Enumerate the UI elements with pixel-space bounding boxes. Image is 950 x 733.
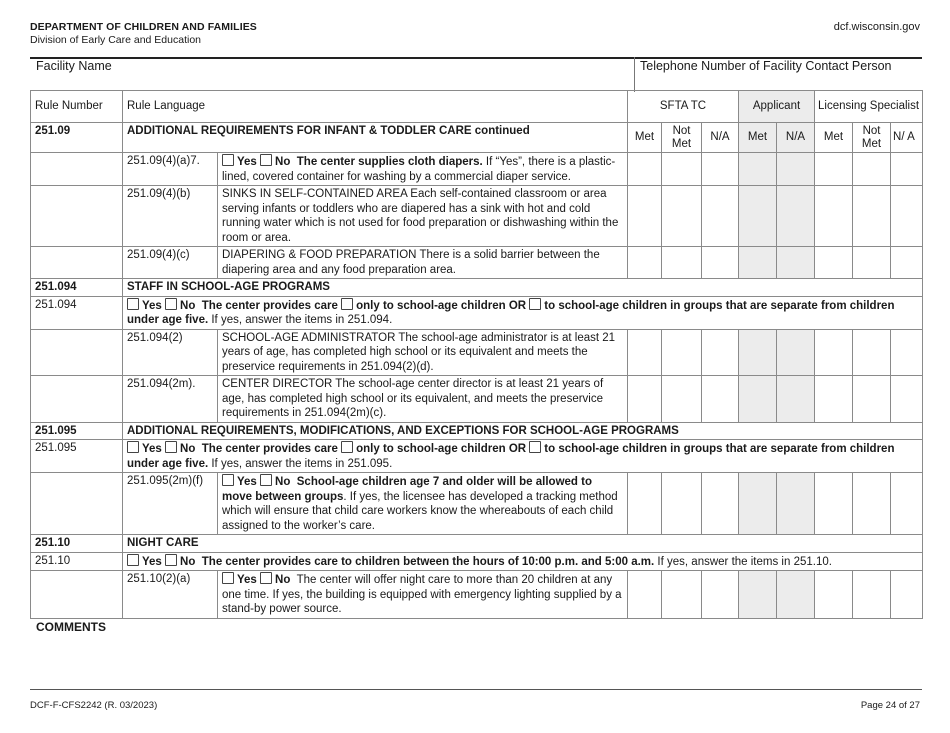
sfta-not-met-cell[interactable] xyxy=(662,571,702,619)
section-row-251-09 xyxy=(31,123,923,153)
rule-number: 251.09(4)(a)7. xyxy=(123,153,218,186)
page-header xyxy=(30,21,257,46)
col-rule-number: Rule Number xyxy=(31,91,123,123)
question-text: Yes No The center provides care only to school-age children OR to school-age children in groups that are separate from children under age five. If yes, answer the items in 251.094. xyxy=(123,296,923,329)
sfta-na-cell[interactable] xyxy=(702,473,739,535)
sfta-na-cell[interactable] xyxy=(702,329,739,376)
sfta-not-met-cell[interactable] xyxy=(662,376,702,423)
separate-groups-checkbox[interactable] xyxy=(529,441,541,453)
ls-not-met-cell[interactable] xyxy=(853,329,891,376)
ls-na-cell[interactable] xyxy=(891,376,923,423)
col-applicant: Applicant xyxy=(739,91,815,123)
section-row-251-095 xyxy=(31,422,923,440)
rule-row xyxy=(31,473,923,535)
section-row-251-10 xyxy=(31,535,923,553)
met-header: Met xyxy=(739,123,777,153)
sfta-na-cell[interactable] xyxy=(702,186,739,247)
ls-na-cell[interactable] xyxy=(891,571,923,619)
applicant-na-cell[interactable] xyxy=(777,329,815,376)
section-title: NIGHT CARE xyxy=(123,535,923,553)
rule-number: 251.095(2m)(f) xyxy=(123,473,218,535)
rule-number: 251.09(4)(c) xyxy=(123,247,218,279)
sfta-not-met-cell[interactable] xyxy=(662,186,702,247)
question-text: Yes No The center provides care only to school-age children OR to school-age children in groups that are separate from children under age five. If yes, answer the items in 251.095. xyxy=(123,440,923,473)
sfta-na-cell[interactable] xyxy=(702,247,739,279)
question-text: Yes No The center provides care to children between the hours of 10:00 p.m. and 5:00 a.m. If yes, answer the items in 251.10. xyxy=(123,552,923,571)
rule-language: DIAPERING & FOOD PREPARATION There is a solid barrier between the diapering area and any food preparation area. xyxy=(218,247,628,279)
sfta-na-cell[interactable] xyxy=(702,376,739,423)
only-school-age-checkbox[interactable] xyxy=(341,441,353,453)
facility-phone-field[interactable]: Telephone Number of Facility Contact Person xyxy=(634,57,923,92)
col-sfta-tc: SFTA TC xyxy=(628,91,739,123)
yes-checkbox[interactable] xyxy=(127,298,139,310)
sfta-met-cell[interactable] xyxy=(628,153,662,186)
separate-groups-checkbox[interactable] xyxy=(529,298,541,310)
not-met-header: Not Met xyxy=(662,123,702,153)
ls-met-cell[interactable] xyxy=(815,473,853,535)
rule-language: CENTER DIRECTOR The school-age center director is at least 21 years of age, has completed high school or its equivalent, and meets the preservice requirements in 251.094(2m)(c). xyxy=(218,376,628,423)
col-rule-language: Rule Language xyxy=(123,91,628,123)
sfta-not-met-cell[interactable] xyxy=(662,473,702,535)
rule-number: 251.095 xyxy=(31,440,123,473)
column-header-row xyxy=(31,91,923,123)
yes-checkbox[interactable] xyxy=(222,154,234,166)
ls-not-met-cell[interactable] xyxy=(853,153,891,186)
ls-not-met-cell[interactable] xyxy=(853,376,891,423)
no-checkbox[interactable] xyxy=(165,554,177,566)
rule-language: SCHOOL-AGE ADMINISTRATOR The school-age administrator is at least 21 years of age, has completed high school or its equivalent and meets the preservice requirements in 251.094(2)(d). xyxy=(218,329,628,376)
applicant-met-cell[interactable] xyxy=(739,247,777,279)
applicant-met-cell[interactable] xyxy=(739,329,777,376)
ls-not-met-cell[interactable] xyxy=(853,247,891,279)
sfta-not-met-cell[interactable] xyxy=(662,153,702,186)
rule-language: SINKS IN SELF-CONTAINED AREA Each self-contained classroom or area serving infants or toddlers who are diapered has a sink with hot and cold running water which is not used for food preparation or dishwashing within the room or area. xyxy=(218,186,628,247)
na-header: N/A xyxy=(777,123,815,153)
only-school-age-checkbox[interactable] xyxy=(341,298,353,310)
website-text: dcf.wisconsin.gov xyxy=(833,21,920,33)
ls-na-cell[interactable] xyxy=(891,473,923,535)
rule-number: 251.094(2) xyxy=(123,329,218,376)
rule-number: 251.10 xyxy=(31,552,123,571)
ls-met-cell[interactable] xyxy=(815,376,853,423)
ls-met-cell[interactable] xyxy=(815,571,853,619)
facility-row xyxy=(30,57,922,91)
applicant-na-cell[interactable] xyxy=(777,247,815,279)
page-number: Page 24 of 27 xyxy=(860,700,920,711)
no-checkbox[interactable] xyxy=(165,298,177,310)
section-title: ADDITIONAL REQUIREMENTS, MODIFICATIONS, AND EXCEPTIONS FOR SCHOOL-AGE PROGRAMS xyxy=(123,422,923,440)
rule-row xyxy=(31,376,923,423)
rule-number: 251.094(2m). xyxy=(123,376,218,423)
question-row xyxy=(31,296,923,329)
col-licensing-specialist: Licensing Specialist xyxy=(815,91,923,123)
applicant-met-cell[interactable] xyxy=(739,153,777,186)
applicant-met-cell[interactable] xyxy=(739,376,777,423)
no-checkbox[interactable] xyxy=(260,154,272,166)
rule-number: 251.09(4)(b) xyxy=(123,186,218,247)
footer-rule xyxy=(30,689,922,690)
applicant-na-cell[interactable] xyxy=(777,571,815,619)
ls-met-cell[interactable] xyxy=(815,329,853,376)
sfta-not-met-cell[interactable] xyxy=(662,247,702,279)
ls-na-cell[interactable] xyxy=(891,153,923,186)
section-title: ADDITIONAL REQUIREMENTS FOR INFANT & TODDLER CARE continued xyxy=(123,123,628,153)
no-checkbox[interactable] xyxy=(165,441,177,453)
section-number: 251.09 xyxy=(31,123,123,153)
rule-row xyxy=(31,247,923,279)
applicant-met-cell[interactable] xyxy=(739,473,777,535)
section-row-251-094 xyxy=(31,279,923,297)
ls-met-cell[interactable] xyxy=(815,186,853,247)
section-number: 251.094 xyxy=(31,279,123,297)
met-header: Met xyxy=(628,123,662,153)
not-met-header: Not Met xyxy=(853,123,891,153)
sfta-met-cell[interactable] xyxy=(628,571,662,619)
applicant-na-cell[interactable] xyxy=(777,153,815,186)
ls-not-met-cell[interactable] xyxy=(853,571,891,619)
division-name: Division of Early Care and Education xyxy=(30,34,202,46)
yes-checkbox[interactable] xyxy=(127,554,139,566)
section-number: 251.095 xyxy=(31,422,123,440)
no-checkbox[interactable] xyxy=(260,474,272,486)
ls-not-met-cell[interactable] xyxy=(853,473,891,535)
ls-met-cell[interactable] xyxy=(815,247,853,279)
sfta-met-cell[interactable] xyxy=(628,376,662,423)
ls-na-cell[interactable] xyxy=(891,247,923,279)
rule-row xyxy=(31,329,923,376)
section-title: STAFF IN SCHOOL-AGE PROGRAMS xyxy=(123,279,923,297)
rule-number: 251.094 xyxy=(31,296,123,329)
rule-row xyxy=(31,153,923,186)
form-id: DCF-F-CFS2242 (R. 03/2023) xyxy=(30,700,158,711)
ls-na-cell[interactable] xyxy=(891,186,923,247)
sfta-met-cell[interactable] xyxy=(628,247,662,279)
rule-number: 251.10(2)(a) xyxy=(123,571,218,619)
no-checkbox[interactable] xyxy=(260,572,272,584)
facility-name-field[interactable]: Facility Name xyxy=(36,59,112,73)
applicant-na-cell[interactable] xyxy=(777,186,815,247)
na-header: N/ A xyxy=(891,123,923,153)
ls-met-cell[interactable] xyxy=(815,153,853,186)
sfta-na-cell[interactable] xyxy=(702,571,739,619)
rule-language: Yes No The center will offer night care to more than 20 children at any one time. If yes, the building is equipped with emergency lighting supplied by a stand-by power source. xyxy=(218,571,628,619)
rule-row xyxy=(31,186,923,247)
sfta-not-met-cell[interactable] xyxy=(662,329,702,376)
rule-row xyxy=(31,571,923,619)
met-header: Met xyxy=(815,123,853,153)
applicant-na-cell[interactable] xyxy=(777,473,815,535)
yes-checkbox[interactable] xyxy=(222,572,234,584)
na-header: N/A xyxy=(702,123,739,153)
ls-not-met-cell[interactable] xyxy=(853,186,891,247)
ls-na-cell[interactable] xyxy=(891,329,923,376)
sfta-met-cell[interactable] xyxy=(628,329,662,376)
rule-language: Yes No School-age children age 7 and older will be allowed to move between groups. If yes, the licensee has developed a tracking method which will ensure that child care workers know the whereabouts of each child assigned to the worker’s care. xyxy=(218,473,628,535)
question-row xyxy=(31,552,923,571)
yes-checkbox[interactable] xyxy=(127,441,139,453)
sfta-met-cell[interactable] xyxy=(628,473,662,535)
comments-label: COMMENTS xyxy=(36,620,106,634)
checklist-table xyxy=(30,90,923,619)
yes-checkbox[interactable] xyxy=(222,474,234,486)
department-name: DEPARTMENT OF CHILDREN AND FAMILIES xyxy=(30,21,257,33)
applicant-met-cell[interactable] xyxy=(739,186,777,247)
rule-language: Yes No The center supplies cloth diapers. If “Yes”, there is a plastic-lined, covered container for washing by a commercial diaper service. xyxy=(218,153,628,186)
sfta-met-cell[interactable] xyxy=(628,186,662,247)
question-row xyxy=(31,440,923,473)
sfta-na-cell[interactable] xyxy=(702,153,739,186)
section-number: 251.10 xyxy=(31,535,123,553)
applicant-met-cell[interactable] xyxy=(739,571,777,619)
applicant-na-cell[interactable] xyxy=(777,376,815,423)
